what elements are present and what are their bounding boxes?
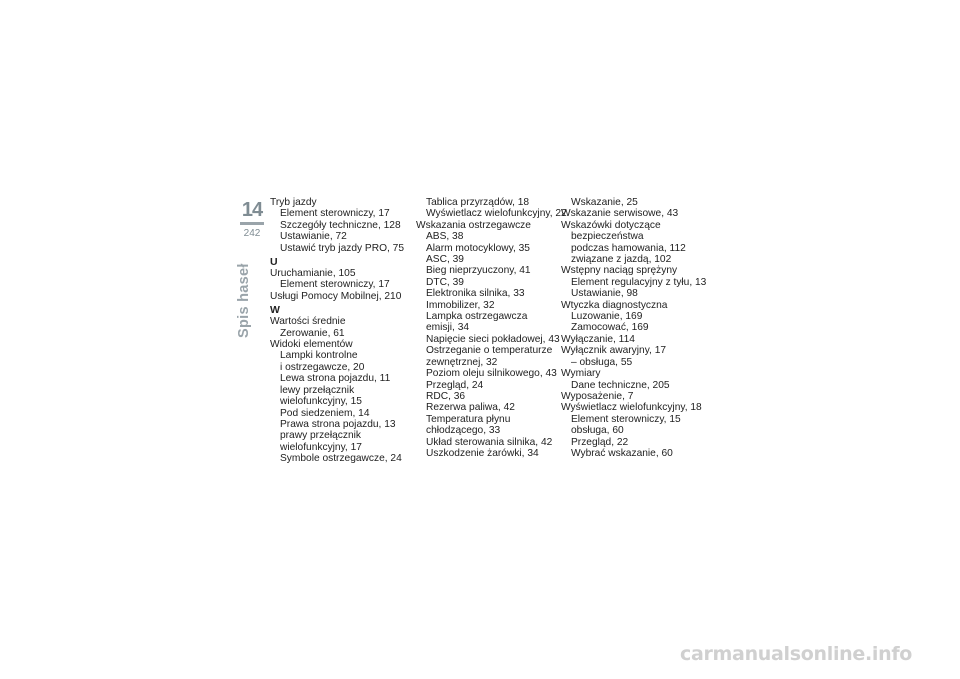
index-entry: Element sterowniczy, 17: [280, 279, 390, 291]
index-entry: Lewa strona pojazdu, 11: [280, 373, 391, 385]
index-entry: Ustawić tryb jazdy PRO, 75: [280, 242, 404, 254]
index-entry: Lampki kontrolne: [280, 350, 358, 362]
index-entry: Przegląd, 24: [426, 379, 484, 391]
index-entry: podczas hamowania, 112: [571, 242, 686, 254]
index-entry: Temperatura płynu: [426, 413, 511, 425]
section-side-title: Spis haseł: [236, 263, 252, 338]
index-entry: Poziom oleju silnikowego, 43: [426, 368, 557, 380]
index-entry: ABS, 38: [426, 231, 464, 243]
index-entry: Luzowanie, 169: [571, 311, 643, 323]
index-column-1: [270, 197, 420, 465]
index-entry: DTC, 39: [426, 276, 464, 288]
index-entry: Lampka ostrzegawcza: [426, 311, 528, 323]
chapter-number: 14: [241, 199, 263, 221]
index-entry: Uruchamianie, 105: [270, 268, 356, 280]
index-entry: – obsługa, 55: [571, 356, 633, 368]
index-entry: Wyświetlacz wielofunkcyjny, 18: [561, 402, 702, 414]
index-entry: zewnętrznej, 32: [426, 356, 498, 368]
index-entry: ASC, 39: [426, 254, 464, 266]
index-entry: bezpieczeństwa: [571, 231, 644, 243]
index-entry: Wartości średnie: [270, 316, 346, 328]
index-entry: Prawa strona pojazdu, 13: [280, 418, 396, 430]
index-entry: Układ sterowania silnika, 42: [426, 436, 553, 448]
index-entry: Wybrać wskazanie, 60: [571, 447, 673, 459]
index-entry: Ustawianie, 72: [280, 231, 347, 243]
index-entry: Napięcie sieci pokładowej, 43: [426, 333, 560, 345]
index-entry: prawy przełącznik: [280, 430, 361, 442]
index-entry: Wymiary: [561, 368, 601, 380]
index-entry: Przegląd, 22: [571, 436, 629, 448]
index-column-2: [416, 197, 566, 459]
index-entry: Elektronika silnika, 33: [426, 288, 525, 300]
index-entry: Symbole ostrzegawcze, 24: [280, 453, 402, 465]
index-entry: Dane techniczne, 205: [571, 379, 670, 391]
index-entry: związane z jazdą, 102: [571, 254, 672, 266]
chapter-marker: [240, 200, 264, 239]
index-entry: obsługa, 60: [571, 425, 624, 437]
index-entry: Alarm motocyklowy, 35: [426, 242, 530, 254]
index-entry: Zerowanie, 61: [280, 327, 345, 339]
index-entry: Widoki elementów: [270, 339, 353, 351]
index-entry: Wyposażenie, 7: [561, 390, 634, 402]
index-entry: Wstępny naciąg sprężyny: [561, 265, 678, 277]
index-entry: Bieg nieprzyuczony, 41: [426, 265, 531, 277]
index-entry: Ustawianie, 98: [571, 288, 638, 300]
index-entry: Wyświetlacz wielofunkcyjny, 22: [426, 208, 567, 220]
index-entry: Usługi Pomocy Mobilnej, 210: [270, 290, 402, 302]
index-entry: Immobilizer, 32: [426, 299, 495, 311]
watermark-text: carmanualsonline.info: [680, 643, 913, 665]
index-entry: Pod siedzeniem, 14: [280, 407, 370, 419]
index-entry: wielofunkcyjny, 17: [280, 441, 362, 453]
index-entry: wielofunkcyjny, 15: [280, 396, 362, 408]
index-entry: Wskazanie, 25: [571, 197, 638, 208]
index-column-3: [561, 197, 711, 459]
index-entry: Rezerwa paliwa, 42: [426, 402, 515, 414]
index-entry: Zamocować, 169: [571, 322, 649, 334]
index-entry: Element sterowniczy, 17: [280, 208, 390, 220]
index-entry: chłodzącego, 33: [426, 425, 501, 437]
page-number: 242: [243, 228, 261, 239]
index-entry: Wyłączanie, 114: [561, 333, 635, 345]
index-entry: Wskazanie serwisowe, 43: [561, 208, 679, 220]
chapter-divider: [240, 222, 264, 225]
index-entry: Wskazania ostrzegawcze: [416, 219, 531, 231]
index-entry: Wskazówki dotyczące: [561, 219, 661, 231]
index-entry: Tablica przyrządów, 18: [426, 197, 530, 208]
index-letter-heading: U: [270, 256, 278, 269]
index-entry: emisji, 34: [426, 322, 470, 334]
index-entry: Uszkodzenie żarówki, 34: [426, 447, 539, 459]
index-entry: i ostrzegawcze, 20: [280, 361, 365, 373]
index-letter-heading: W: [270, 304, 280, 317]
index-entry: Ostrzeganie o temperaturze: [426, 345, 553, 357]
index-entry: lewy przełącznik: [280, 384, 355, 396]
index-entry: Element sterowniczy, 15: [571, 413, 681, 425]
index-entry: Szczegóły techniczne, 128: [280, 219, 401, 231]
index-entry: Wyłącznik awaryjny, 17: [561, 345, 667, 357]
index-entry: Wtyczka diagnostyczna: [561, 299, 668, 311]
index-entry: RDC, 36: [426, 390, 466, 402]
index-entry: Element regulacyjny z tyłu, 13: [571, 276, 707, 288]
index-entry: Tryb jazdy: [270, 197, 317, 208]
